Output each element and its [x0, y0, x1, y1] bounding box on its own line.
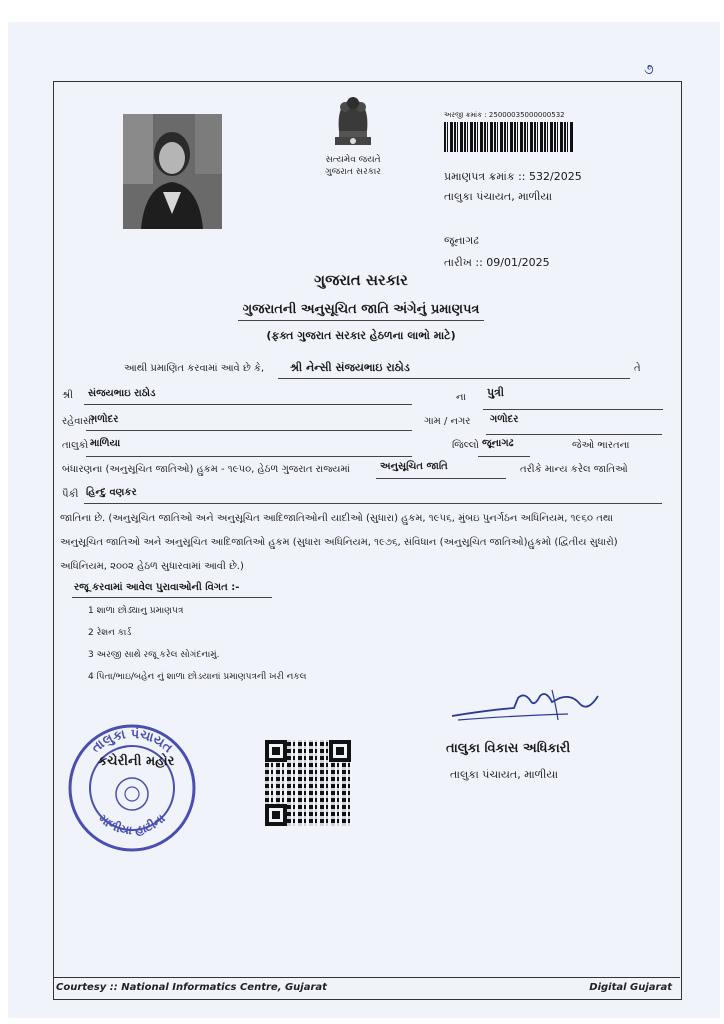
application-number-label: અરજી ક્રમાંક	[444, 111, 483, 119]
legal-para-line-3: અધિનિયમ, ૨૦૦૨ હેઠળ સુધારવામાં આવી છે.)	[60, 561, 244, 572]
shri-text: શ્રી	[62, 390, 74, 401]
parent-name-line	[84, 404, 412, 405]
resident-line	[86, 430, 412, 431]
resident: ગળોદર	[90, 414, 119, 425]
evidence-heading: રજૂ કરવામાં આવેલ પુરાવાઓની વિગત :-	[74, 582, 240, 593]
certificate-title: ગુજરાતની અનુસૂચિત જાતિ અંગેનું પ્રમાણપત્ર	[242, 302, 480, 317]
district-line	[478, 456, 530, 457]
village-label: ગામ / નગર	[424, 416, 471, 427]
application-number-row: અરજી ક્રમાંક : 25000035000000532	[444, 111, 565, 119]
footer-brand: Digital Gujarat	[589, 982, 672, 993]
sub-label: પૈકી	[62, 489, 79, 500]
taluka: માળિયા	[90, 438, 121, 449]
relation-line	[483, 409, 663, 410]
footer-bar	[53, 977, 680, 999]
taluka-line	[86, 456, 412, 457]
national-emblem-icon	[325, 93, 381, 153]
seal-center-text: કચેરીની મહોર	[98, 754, 175, 769]
category-line	[376, 478, 506, 479]
indian-text: જેઓ ભારતના	[572, 440, 630, 451]
caste: હિન્દુ વણકર	[86, 487, 137, 498]
page-mark: ૭	[644, 62, 654, 78]
signatory-office: તાલુકા પંચાયત, માળીયા	[450, 768, 559, 781]
district-label: જિલ્લો	[452, 440, 479, 451]
parent-name: સંજયભાઇ રાઠોડ	[88, 388, 156, 399]
officer-signature	[448, 686, 608, 726]
government-title: ગુજરાત સરકાર	[314, 271, 408, 289]
issuing-office: તાલુકા પંચાયત, માળીયા	[444, 190, 553, 203]
legal-para-line-2: અનુસૂચિત જાતિઓ અને અનુસૂચિત આદિજાતિઓ હુકમ (સુધારા અધિનિયમ, ૧૯૭૬, સંવિધાન (અનુસૂચિત જાતિઓ)હુકમો (દ્વિતીય સુધારો)	[60, 537, 618, 548]
resident-label: રહેવાસી	[62, 416, 94, 427]
category: અનુસૂચિત જાતિ	[380, 461, 448, 472]
legal-para-line-1: જાતિના છે. (અનુસૂચિત જાતિઓ અને અનુસૂચિત આદિજાતિઓની યાદીઓ (સુધારા) હુકમ, ૧૯૫૬, મુંબઇ પુનર્ગઠન અધિનિયમ, ૧૯૬૦ તથા	[60, 513, 613, 524]
application-number: 25000035000000532	[488, 111, 565, 119]
issue-date: તારીખ :: 09/01/2025	[444, 256, 550, 269]
district: જૂનાગઢ	[482, 438, 514, 449]
evidence-item: 3 અરજી સાથે રજૂ કરેલ સોગંદનામું.	[88, 650, 220, 660]
village: ગળોદર	[490, 414, 519, 425]
applicant-name: શ્રી નેન્સી સંજયભાઇ રાઠોડ	[290, 361, 410, 374]
applicant-photo	[123, 114, 222, 229]
na-text: ના	[456, 392, 466, 403]
taluka-label: તાલુકો	[62, 440, 89, 451]
svg-text:તાલુકા પંચાયત	[89, 727, 175, 756]
intro-text: આથી પ્રમાણિત કરવામાં આવે છે કે,	[124, 363, 265, 374]
evidence-item: 2 રેશન કાર્ડ	[88, 628, 132, 638]
relation: પુત્રી	[487, 386, 505, 399]
certificate-number: પ્રમાણપત્ર ક્રમાંક :: 532/2025	[444, 170, 582, 183]
evidence-heading-underline	[72, 597, 272, 598]
footer-credit: Courtesy :: National Informatics Centre, Gujarat	[56, 982, 327, 993]
qr-code	[265, 740, 351, 826]
te-text: તે	[634, 363, 641, 374]
emblem-caption: ગુજરાત સરકાર	[325, 167, 381, 177]
caste-line	[84, 503, 662, 504]
constitution-text: બંધારણના (અનુસૂચિત જાતિઓ) હુકમ - ૧૯૫૦, હેઠળ ગુજરાત રાજ્યમાં	[62, 464, 350, 475]
certificate-note: (ફક્ત ગુજરાત સરકાર હેઠળના લાભો માટે)	[266, 329, 456, 342]
applicant-name-line	[278, 378, 630, 379]
issue-place: જૂનાગઢ	[444, 234, 479, 247]
office-seal	[66, 722, 198, 854]
barcode	[444, 122, 574, 152]
evidence-item: 4 પિતા/ભાઇ/બહેન નું શાળા છોડયાનાં પ્રમાણપત્રની ખરી નકલ	[88, 672, 307, 682]
evidence-item: 1 શાળા છોડ્યાનુ પ્રમાણપત્ર	[88, 606, 184, 616]
svg-text:માળીયા હાટીના	[96, 811, 167, 837]
seal-ring-text: તાલુકા પંચાયત	[88, 726, 176, 757]
seal-bottom-text: માળીયા હાટીના	[96, 811, 168, 838]
village-line	[486, 434, 662, 435]
title-underline	[238, 320, 484, 321]
emblem-motto: સત્યમેવ જયતે	[325, 155, 381, 165]
signatory-title: તાલુકા વિકાસ અધિકારી	[446, 741, 571, 756]
recognized-text: તરીકે માન્ય કરેલ જાતિઓ	[520, 464, 628, 475]
